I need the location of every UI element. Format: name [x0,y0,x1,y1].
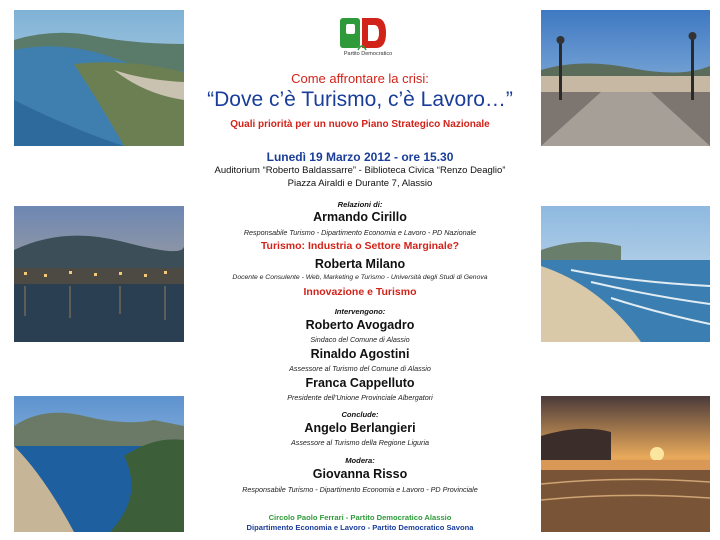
int2-name: Rinaldo Agostini [310,347,410,361]
photo-harbour-evening [14,206,184,342]
footer-line1: Circolo Paolo Ferrari - Partito Democratico Alassio [268,513,452,522]
conclude-name: Angelo Berlangieri [304,421,416,435]
speaker2-topic: Innovazione e Turismo [303,286,417,298]
photo-coast-aerial [14,10,184,146]
speaker2-name: Roberta Milano [314,257,406,271]
header-subtitle: Quali priorità per un nuovo Piano Strategico Nazionale [230,119,490,130]
photo-beach-waves [541,206,710,342]
logo-caption: Partito Democratico [343,51,393,57]
event-date: Lunedì 19 Marzo 2012 - ore 15.30 [266,150,454,164]
speaker1-topic: Turismo: Industria o Settore Marginale? [260,240,460,252]
int3-name: Franca Cappelluto [305,376,415,390]
page-title: “Dove c’è Turismo, c’è Lavoro…” [207,88,513,111]
event-venue: Auditorium “Roberto Baldassarre” - Biblioteca Civica “Renzo Deaglio” [214,165,506,176]
modera-name: Giovanna Risso [312,467,408,481]
footer-line2: Dipartimento Economia e Lavoro - Partito Democratico Savona [246,523,474,532]
int1-name: Roberto Avogadro [305,318,415,332]
label-relazioni: Relazioni di: [337,200,383,209]
int1-role: Sindaco del Comune di Alassio [310,335,410,344]
event-address: Piazza Airaldi e Durante 7, Alassio [287,178,433,189]
speaker2-role: Docente e Consulente - Web, Marketing e Turismo - Università degli Studi di Genova [232,274,488,281]
label-intervengono: Intervengono: [334,307,386,316]
label-conclude: Conclude: [341,410,379,419]
header-lead: Come affrontare la crisi: [291,71,429,86]
photo-bay-hills [14,396,184,532]
speaker1-role: Responsabile Turismo - Dipartimento Economia e Lavoro - PD Nazionale [243,228,477,237]
int2-role: Assessore al Turismo del Comune di Alassio [289,364,431,373]
photo-sunset-beach [541,396,710,532]
modera-role: Responsabile Turismo - Dipartimento Economia e Lavoro - PD Provinciale [242,485,478,494]
label-modera: Modera: [345,456,375,465]
speaker1-name: Armando Cirillo [313,210,407,224]
int3-role: Presidente dell’Unione Provinciale Albergatori [287,393,433,402]
conclude-role: Assessore al Turismo della Regione Liguria [290,438,430,447]
photo-pier [541,10,710,146]
